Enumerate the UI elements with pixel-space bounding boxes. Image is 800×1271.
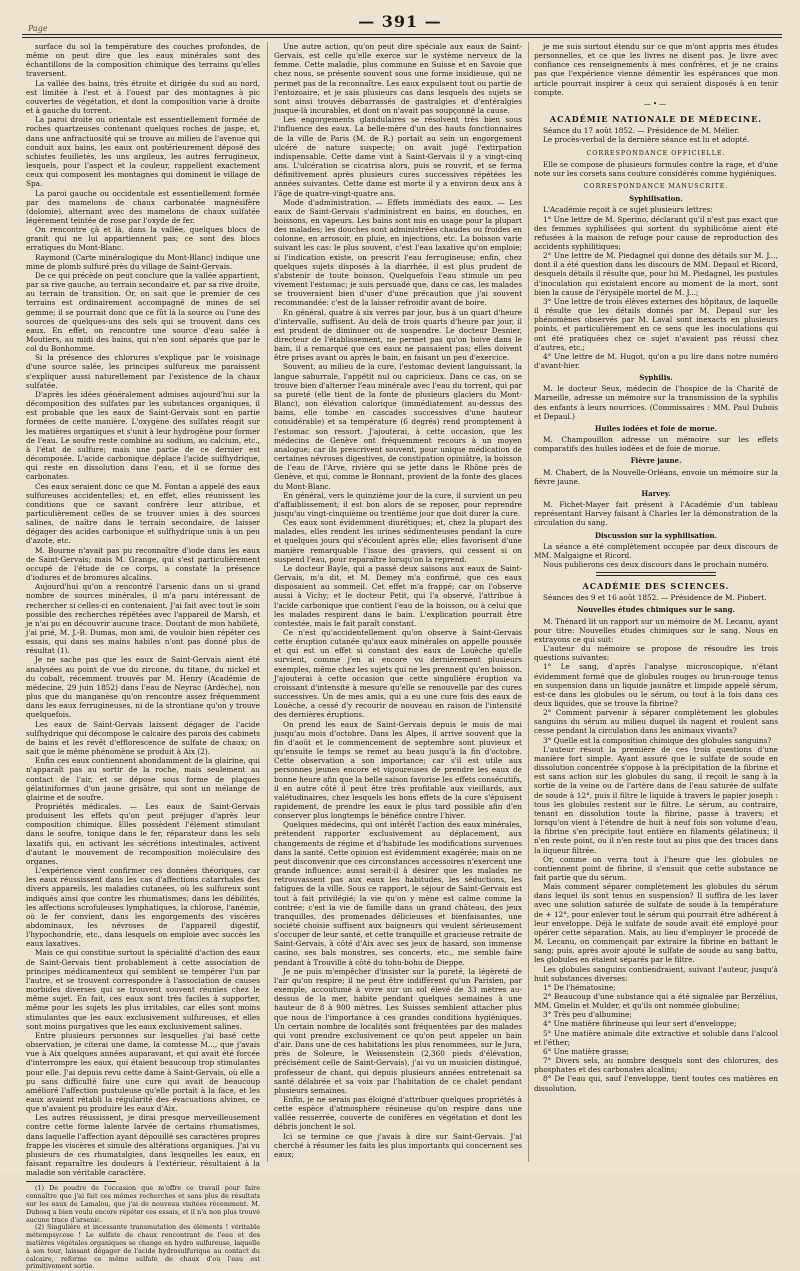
paragraph: Mais ce qui constitue surtout la spécialité d'action des eaux de Saint-Gervais tient probablement à cette association de principes médicamenteux qui semblent se tempérer l'un par l'autre, et se trouvent correspondre à l'association de causes morbides diverses qui se trouvent souvent réunies chez le même sujet. En fait, ces eaux sont très faciles à supporter, même pour les sujets les plus irritables, car elles sont moins stimulantes que les eaux exclusivement sulfureuses, et elles sont moins purgatives que les eaux exclusivement salines. xyxy=(26,948,260,1031)
paragraph: Si la présence des chlorures s'explique par le voisinage d'une source salée, les principes sulfureux me paraissent s'expliquer aussi naturellement par l'existence de la chaux sulfatée. xyxy=(26,353,260,390)
yellow-fever-heading: Fièvre jaune. xyxy=(630,456,682,466)
discussion-text xyxy=(534,542,778,569)
paragraph: Une autre action, qu'on peut dire spéciale aux eaux de Saint-Gervais, est celle qu'elle exerce sur le système nerveux de la femme. Cette maladie, plus commune en Suisse et en Savoie que chez nous, se présente souvent sous une forme insidieuse, qui ne permet pas de la reconnaître. Les eaux expulsent tout ou partie de l'entozoaire, et je sais plusieurs cas dans lesquels des sujets se sont ainsi trouvés débarrassés de gastralgies et d'entéralgies jusque-là incurables, et dont on n'avait pas soupçonné la cause. xyxy=(274,42,522,116)
paragraph: En général, vers le quinzième jour de la cure, il survient un peu d'affaiblissement; il est bon alors de se reposer, pour reprendre jusqu'au vingt-cinquième ou trentième jour que doit durer la cure. xyxy=(274,490,522,518)
syphilis-text: M. le docteur Seux, médecin de l'hospice de la Charité de Marseille, adresse un mémoire sur la transmission de la syphilis des enfants à leurs nourrices. (Commissaires : MM. Paul Dubois et Depaul.) xyxy=(534,384,778,421)
paragraph: Raymond (Carte minéralogique du Mont-Blanc) indique une mine de plomb sulfuré près du village de Saint-Gervais. xyxy=(26,252,260,271)
paragraph: La paroi droite ou orientale est essentiellement formée de roches quartzeuses contenant quelques roches de jaspe, et, dans une anfractuosité qui se trouve au milieu de l'avenue qui conduit aux bains, les eaux ont postérieurement déposé des schistes feuilletés, les uns argileux, les autres ferrugineux, lesquels, pour l'aspect et la couleur, rappellent exactement ceux qui composent les montagnes qui dominent le village de Spa. xyxy=(26,115,260,189)
paragraph: Souvent, au milieu de la cure, l'estomac devient languissant, la langue saburrale, l'appétit nul ou capricieux. Dans ce cas, on se trouve bien d'alterner l'eau minérale avec l'eau du torrent, qui par sa pureté (elle tient de la fonte de plusieurs glaciers du Mont-Blanc), son élévation calorique (immédiatement au-dessus des bains, elle tombe en cascades successives d'une hauteur considérable) et sa température (6 degrés) rend promptement à l'estomac son ressort. J'ajouterai, à cette occasion, que les médecins de Genève ont fréquemment recours à un moyen analogue; car ils prescrivent souvent, pour unique médication de certaines névroses digestives, de constipation opiniâtre, la boisson de l'eau de l'Arve, rivière qui se jette dans le Rhône près de Genève, et qui, comme le Bonnant, provient de la fonte des glaces du Mont-Blanc. xyxy=(274,362,522,491)
paragraph: Aujourd'hui qu'on a rencontré l'arsenic dans un si grand nombre de sources minérales, il m'a paru intéressant de rechercher si celles-ci en contenaient. J'ai fait avec tout le soin possible des recherches répétées avec l'appareil de Marsh, et je n'ai pu en découvrir aucune trace. Doutant de mon habileté, j'ai prié, M. J.-B. Dumas, mon ami, de vouloir bien répéter ces essais, qui dans ses mains habiles n'ont pas donné plus de résultat (1). xyxy=(26,582,260,656)
section-double-rule xyxy=(596,572,716,576)
paragraph: De ce qui précède on peut conclure que la vallée appartient, par sa rive gauche, au terrain secondaire et, par sa rive droite, au terrain de transition. Or, on sait que le premier de ces terrains est ordinairement accompagné de mines de sel gemme; il se pourrait donc que ce fût là la source ou l'une des sources de quelques-uns des sels qui se trouvent dans ces eaux. En effet, on rencontre une source d'eau salée à Moutiers, au midi des bains, qui n'en sont séparés que par le col du Bonhomme. xyxy=(26,270,260,354)
syphilis-heading: Syphilis. xyxy=(639,373,673,383)
paragraph: Ces eaux sont évidemment diurétiques; et, chez la plupart des malades, elles rendent les urines sédimenteuses pendant la cure et quelques jours qui s'écoulent après elle; elles favorisent d'une manière remarquable l'issue des graviers, qui cessent si on suspend l'eau, pour reparaître lorsqu'on la reprend. xyxy=(274,518,522,564)
paragraph: 7° Divers sels, au nombre desquels sont des chlorures, des phosphates et des carbonates alcalins; xyxy=(534,1056,778,1075)
paragraph: 2° Une lettre de M. Piedagnel qui donne des détails sur M. J..., dont il a été question dans les discours de MM. Depaul et Ricord, desquels détails il résulte que, pour lui M. Piedagnel, les pustules d'inoculation qui existaient encore au moment de la mort, sont bien la cause de l'érysipèle mortel de M. J...; xyxy=(534,251,778,297)
paragraph: (2) Singulière et incessante transmutation des éléments ! véritable métempsycose ! Le sulfate de chaux rencontrant de l'eau et des matières végétales organiques se change en hydro sulfureuse, laquelle à son tour, laissant dégager de l'acide hydrosulfurique au contact du calcaire, reforme ce même sulfate de chaux d'où l'eau est primitivement sortie. xyxy=(26,1223,260,1271)
paragraph: 2° Comment parvenir à séparer complètement les globules sanguins du sérum au milieu duquel ils nagent et roulent sans cesse pendant la circulation dans les animaux vivants? xyxy=(534,708,778,736)
paragraph: (1) De poudre de l'occasion que m'offre ce travail pour faire connaître que j'ai fait ces mêmes recherches et sans plus de résultats sur les eaux de Lamalou, que j'ai de nouveau visitées récemment. M. Dubosq a bien voulu encore répéter ces essais, et il n'a non plus trouvé aucune trace d'arsenic. xyxy=(26,1184,260,1224)
paragraph: 1° Une lettre de M. Sperino, déclarant qu'il n'est pas exact que des femmes syphilisées qui sortent du syphilicôme aient été refusées à la maison de refuge pour cause de reproduction des accidents syphilitiques; xyxy=(534,214,778,251)
paragraph: Je ne sache pas que les eaux de Saint-Gervais aient été analysées au point de vue du zircone, du titane, du nickel et du cobalt, récemment trouvés par M. Henry (Académie de médecine, 29 juin 1852) dans l'eau de Neyrac (Ardèche), non plus que du manganèse qu'on rencontre assez fréquemment dans les eaux ferrugineuses, ni de la strontiane qu'on y trouve quelquefois. xyxy=(26,655,260,720)
paragraph: Les globules sanguins contiendraient, suivant l'auteur, jusqu'à huit substances diverses: xyxy=(534,964,778,983)
header-rule xyxy=(22,34,782,35)
academy-sciences-title: ACADÉMIE DES SCIENCES. xyxy=(582,581,730,592)
paragraph: 1° Le sang, d'après l'analyse microscopique, n'étant évidemment formé que de globules rouges ou brun-rouge tenus en suspension dans un liquide jaunâtre et limpide appelé sérum, est-ce dans les globules ou le sérum, ou tout à la fois dans ces deux liquides, que se trouve la fibrine? xyxy=(534,662,778,708)
paragraph: Les eaux de Saint-Gervais laissent dégager de l'acide sulfhydrique qui décompose le calcaire des parois des cabinets de bains et les revêt d'efflorescence de sulfate de chaux; on sait que le même phénomène se produit à Aix (2). xyxy=(26,719,260,757)
paragraph: La paroi gauche ou occidentale est essentiellement formée par des mamelons de chaux carbonatée magnésifère (dolomie), alternant avec des mamelons de chaux sulfatée légèrement teintée de rose par l'oxyde de fer. xyxy=(26,188,260,225)
blood-studies-text xyxy=(534,617,778,1093)
harvey-text: M. Fichet-Mayer fait présent à l'Académie d'un tableau représentant Harvey faisant à Charles Ier la démonstration de la circulation du sang. xyxy=(534,500,778,528)
paragraph: 4° Une lettre de M. Hugot, qu'on a pu lire dans notre numéro d'avant-hier. xyxy=(534,351,778,370)
paragraph: 8° De l'eau qui, sauf l'enveloppe, tient toutes ces matières en dissolution. xyxy=(534,1074,778,1093)
paragraph: Le docteur Bayle, qui a passé deux saisons aux eaux de Saint-Gervais, m'a dit, et M. Demey m'a confirmé, que ces eaux disposaient au sommeil. Cet effet m'a frappé; car on l'observe aussi à Vichy; et le docteur Petit, qui l'a observé, l'attribue à l'acide carbonique que contient l'eau de la boisson, ou à celui que les malades respirent dans le bain. L'explication pourrait être contestée, mais le fait paraît constant. xyxy=(274,563,522,628)
paragraph: On prend les eaux de Saint-Gervais depuis le mois de mai jusqu'au mois d'octobre. Dans les Alpes, il arrive souvent que la fin d'août et le commencement de septembre sont pluvieux et qu'ensuite le temps se remet au beau jusqu'à la fin d'octobre. Cette observation a son importance; car s'il est utile aux personnes jeunes encore et vigoureuses de prendre les eaux de bonne heure afin que la belle saison favorise les effets consécutifs, il en autre côté il peut être très profitable aux vieillards, aux valétudinaires, chez lesquels les bons effets de la cure s'épuisent rapidement, de prendre les eaux le plus tard possible afin d'en conserver plus longtemps le bénéfice contre l'hiver. xyxy=(274,719,522,821)
paragraph: M. Thénard lit un rapport sur un mémoire de M. Lecanu, ayant pour titre: Nouvelles études chimiques sur le sang. Nous en extrayons ce qui suit: xyxy=(534,616,778,644)
iodized-oils-text: M. Champouillon adresse un mémoire sur les effets comparatifs des huiles iodées et de foie de morue. xyxy=(534,435,778,454)
academy-medicine-title: ACADÉMIE NATIONALE DE MÉDECINE. xyxy=(549,114,763,125)
paragraph: Mode d'administration. — Effets immédiats des eaux. — Les eaux de Saint-Gervais s'administrent en bains, en douches, en boissons, en vapeurs. Les bains sont mis en usage pour la plupart des malades; les douches sont administrées chaudes ou froides en colonne, en arrosoir, en pluie, en injections, etc. La boisson varie suivant les cas: le plus souvent, c'est l'eau laxative qu'on emploie; si l'indication existe, on prescrit l'eau ferrugineuse; enfin, chez quelques sujets disposés à la diarrhée, il est plus prudent de s'abstenir de toute boisson. Quelquefois l'eau stimule un peu vivement l'estomac; je suis persuadé que, dans ce cas, les malades se trouveraient bien d'user d'une précaution que j'ai souvent recommandée: c'est de la laisser refroidir avant de boire. xyxy=(274,197,522,308)
paragraph: Ce n'est qu'accidentellement qu'on observe à Saint-Gervais cette éruption cutanée qu'aux eaux minérales on appelle poussée et qui est un effet si constant des eaux de Louèche qu'elle survient, comme j'en ai encore vu dernièrement plusieurs exemples, même chez les sujets qui ne les prennent qu'en boisson. J'ajouterai à cette occasion que cette singulière éruption va croissant d'intensité à mesure qu'elle se renouvelle par des cures successives. Un de mes amis, qui a eu une cure fois des eaux de Louèche, a cessé d'y recourir de nouveau en raison de l'intensité des dernières éruptions. xyxy=(274,628,522,720)
paragraph: La séance a été complètement occupée par deux discours de MM. Malgaigne et Ricord. xyxy=(534,541,778,560)
column-divider xyxy=(528,42,529,1162)
paragraph: En général, quatre à six verres par jour, bus à un quart d'heure d'intervalle, suffisent. Au delà de trois quarts d'heure par jour, il est prudent de diminuer ou de suspendre. Le docteur Desnier, directeur de l'établissement, ne permet pas qu'on boive dans le bain, il a remarqué que ces eaux ne passaient pas; elles doivent être prises avant ou après le bain, en faisant un peu d'exercice. xyxy=(274,307,522,363)
academy-medicine-session: Séance du 17 août 1852. — Présidence de M. Mélier. xyxy=(543,126,740,136)
iodized-oils-heading: Huiles iodées et foie de morue. xyxy=(594,423,718,433)
paragraph: 1° De l'hématosine; xyxy=(543,982,616,992)
folio-tag: Page xyxy=(28,24,48,33)
paragraph: L'expérience vient confirmer ces données théoriques, car les eaux réussissent dans les cas d'affections catarrhales des divers appareils, les maladies cutanées, où les sulfureux sont indiqués ainsi que contre les rhumatismes; dans les débilités, les affections scrofuleuses lymphatiques, la chlorose, l'anémie, où le fer convient, dans les engorgements des viscères abdominaux, les névroses de l'appareil digestif, l'hypochondrie, etc., dans lesquels on emploie avec succès les eaux laxatives. xyxy=(26,866,260,949)
paragraph: On rencontre çà et là, dans la vallée, quelques blocs de granit qui ne lui appartiennent pas; ce sont des blocs erratiques du Mont-Blanc. xyxy=(26,225,260,253)
paragraph: 3° Très peu d'albumine; xyxy=(543,1010,632,1020)
paragraph: Entre plusieurs personnes sur lesquelles j'ai basé cette observation, je citerai une dame, la comtesse M..., que j'avais vue à Aix quelques années auparavant, et qui avait été forcée d'interrompre les eaux, qui étaient beaucoup trop stimulantes pour elle. J'ai depuis revu cette dame à Saint-Gervais, où elle a pu sans difficulté faire une cure qui avait de beaucoup amélioré l'affection pustuleuse qu'elle portait à la face, et les eaux avaient rétabli la régularité des évacuations alvines, ce que n'avaient pu produire les eaux d'Aix. xyxy=(26,1030,260,1114)
footnote-rule xyxy=(26,1181,116,1182)
paragraph: Propriétés médicales. — Les eaux de Saint-Gervais produisent les effets qu'on peut préjuger d'après leur composition chimique. Elles possèdent l'élément stimulant dans le soufre, tonique dans le fer, réparateur dans les sels laxatifs qui, en activant les sécrétions intestinales, activent d'autant le mouvement de recomposition moléculaire des organes. xyxy=(26,801,260,866)
official-correspondence-text: Elle se compose de plusieurs formules contre la rage, et d'une note sur les corsets sans couture considérés comme hygiéniques. xyxy=(534,159,778,178)
minutes-note: Le procès-verbal de la dernière séance est lu et adopté. xyxy=(543,135,750,145)
paragraph: Je ne puis m'empêcher d'insister sur la pureté, la légèreté de l'air qu'on respire; il ne peut être indifférent qu'un Parisien, par exemple, accoutumé à vivre sur un sol élevé de 33 mètres au-dessus de la mer, habite pendant quelques semaines à une hauteur de 8 à 900 mètres. Les Suisses semblent attacher plus que nous de l'importance à ces grandes conditions hygiéniques. Un certain nombre de localités sont fréquentées par des malades qui vont prendre exclusivement ce qu'on peut appeler un bain d'air. Dans une de ces habitations les plus renommées, sur le Jura, près de Soleure, le Weissenstein (2,360 pieds d'élévation, précisément celle de Saint-Gervais), j'ai vu un musicien distingué, professeur de chant, qui depuis plusieurs années entretenait sa santé délabrée et sa voix par l'habitation de ce chalet pendant plusieurs semaines. xyxy=(274,966,522,1095)
footnotes xyxy=(26,1185,260,1271)
paragraph: Mais comment séparer complètement les globules du sérum dans lequel ils sont tenus en suspension? Il suffira de les laver avec une solution saturée de sulfate de soude à la température de + 12°, pour enlever tout le sérum qui pourrait être adhérent à leur enveloppe. Déjà le sulfate de soude avait été employé pour opérer cette séparation. Mais, au lieu d'employer le procédé de M. Lecanu, on commençait par extraire la fibrine en battant le sang; puis, après avoir ajouté le sulfate de soude au sang battu, les globules en étaient séparés par le filtre. xyxy=(534,882,778,965)
paragraph: 5° Une matière animale dite extractive et soluble dans l'alcool et l'éther; xyxy=(534,1028,778,1047)
paragraph: surface du sol la température des couches profondes, de même on peut dire que les eaux minérales sont des échantillons de la composition chimique des terrains qu'elles traversent. xyxy=(26,42,260,79)
paragraph: D'après les idées généralement admises aujourd'hui sur la décomposition des sulfates par les substances organiques, il est probable que les eaux de Saint-Gervais sont en partie formées de cette manière. L'oxygène des sulfates réagit sur les matières organiques et s'unit à leur hydrogène pour former de l'eau. Le soufre reste combiné au sodium, au calcium, etc., à l'état de sulfure; mais une partie de ce dernier est décomposée. L'acide carbonique déplace l'acide sulfhydrique, qui reste en dissolution dans l'eau, et il se forme des carbonates. xyxy=(26,389,260,482)
paragraph: L'auteur du mémoire se propose de résoudre les trois questions suivantes: xyxy=(534,644,778,663)
paragraph: Ici se termine ce que j'avais à dire sur Saint-Gervais. J'ai cherché à résumer les faits les plus importants qui concernent ses eaux; xyxy=(274,1131,522,1159)
paragraph: M. Bourne n'avait pas pu reconnaître d'iode dans les eaux de Saint-Gervais; mais M. Grange, qui s'est particulièrement occupé de l'étude de ce corps, a constaté la présence d'iodures et de bromures alcalins. xyxy=(26,545,260,583)
paragraph: Quelques médecins, qui ont intérêt l'action des eaux minérales, prétendent rapporter exclusivement au déplacement, aux changements de régime et d'habitude les modifications survenues dans la santé. Cette opinion est évidemment exagérée; mais on ne peut disconvenir que ces circonstances accessoires n'exercent une grande influence: aussi serait-il à désirer que les malades ne retrouvassent pas aux eaux les habitudes, les séductions, les fatigues de la ville. Sous ce rapport, le séjour de Saint-Gervais est tout à fait privilégié; la vie qu'on y mène est calme comme la contrée; c'est la vie de famille dans un grand château, des jeux tranquilles, des promenades délicieuses et bienfaisantes, une société choisie suffisent aux baigneurs qui veulent sérieusement s'occuper de leur santé, et cette tranquille et gracieuse retraite de Saint-Gervais, à côté d'Aix avec ses jeux de hasard, son immense casino, ses bals monstres, ses concerts, etc., me semble faire pendant à Trouville à côté du tohu-bohu de Dieppe. xyxy=(274,820,522,967)
col1-paragraphs xyxy=(26,42,260,1177)
manuscript-correspondence-heading: CORRESPONDANCE MANUSCRITE. xyxy=(583,183,729,191)
paragraph: 3° Quelle est la composition chimique des globules sanguins? xyxy=(543,735,772,745)
paragraph: Or, comme on verra tout à l'heure que les globules ne contiennent point de fibrine, il s'ensuit que cette substance ne fait partie que du sérum. xyxy=(534,854,778,882)
paragraph: La vallée des bains, très étroite et dirigée du sud au nord, est limitée à l'est et à l'ouest par des montagnes à pic couvertes de végétation, et dont la composition varie à droite et à gauche du torrent. xyxy=(26,78,260,116)
paragraph: Enfin, je ne serais pas éloigné d'attribuer quelques propriétés à cette espèce d'atmosphère résineuse qu'on respire dans une vallée resserrée, couverte de conifères en végétation et dont les débris jonchent le sol. xyxy=(274,1094,522,1132)
col2-paragraphs xyxy=(274,42,522,1159)
column-left xyxy=(26,42,260,1271)
blood-studies-heading: Nouvelles études chimiques sur le sang. xyxy=(577,605,735,615)
paragraph: 4° Une matière fibrineuse qui leur sert d'enveloppe; xyxy=(543,1019,737,1029)
column-divider xyxy=(267,42,268,1162)
paragraph: Nous publierons ces deux discours dans le prochain numéro. xyxy=(543,559,769,569)
syphilisation-letters xyxy=(534,205,778,370)
paragraph: L'auteur résout la première de ces trois questions d'une manière fort simple. Ayant assuré que le sulfate de soude en dissolution concentrée s'oppose à la précipitation de la fibrine et est sans action sur les globules du sang, il reçoit le sang à la sortie de la veine ou de l'artère dans de l'eau saturée de sulfate de soude à 12°, puis il filtre le liquide à travers le papier joseph : tous les globules restent sur le filtre. Le sérum, au contraire, tenant en dissolution toute la fibrine, passe à travers; et lorsqu'on vient à l'étendre de huit à neuf fois son volume d'eau, la fibrine s'en précipite tout entière en filaments gélatineux; il n'en reste point, ou il n'en reste tout au plus que des traces dans la liqueur filtrée. xyxy=(534,744,778,855)
column-middle xyxy=(274,42,522,1162)
page-number: — 391 — xyxy=(358,12,442,31)
academy-sciences-session: Séances des 9 et 16 août 1852. — Présidence de M. Piobert. xyxy=(543,593,767,603)
paragraph: Enfin ces eaux contiennent abondamment de la glairine, qui n'apparaît pas au sortir de la roche, mais seulement au contact de l'air, et se dépose sous forme de plaques gélatiniformes d'un jaune grisâtre, qui sont un mélange de glairine et de soufre. xyxy=(26,756,260,802)
paragraph: 6° Une matière grasse; xyxy=(543,1046,629,1056)
paragraph: L'Académie reçoit à ce sujet plusieurs lettres: xyxy=(543,205,713,215)
paragraph: 2° Beaucoup d'une substance qui a été signalée par Berzélius, MM. Gmelin et Mulder, et qu'ils ont nommée globuline; xyxy=(534,992,778,1011)
paragraph: Les autres réussissent, je dirai presque merveilleusement contre cette forme lalente larvée de certains rhumatismes, dans laquelle l'affection ayant dépouillé ses caractères propres frappe les viscères et simule des altérations organiques. J'ai vu plusieurs de ces rhumatalgies, dans lesquelles les eaux, en faisant reparaître les douleurs à l'extérieur, résultaient à la maladie son véritable caractère. xyxy=(26,1113,260,1178)
paragraph: Ces eaux seraient donc ce que M. Fontan a appelé des eaux sulfureuses accidentelles; et, en effet, elles réunissent les conditions que ce savant confrère leur attribue, et particulièrement celles de se trouver unies à des sources salines, de naître dans le terrain secondaire, de laisser dégager des acides carbonique et sulfhydrique unis à un peu d'azote, etc. xyxy=(26,481,260,546)
yellow-fever-text: M. Chabert, de la Nouvelle-Orléans, envoie un mémoire sur la fièvre jaune. xyxy=(534,467,778,486)
column-right xyxy=(534,42,778,1162)
section-ornament: —•— xyxy=(643,99,669,108)
harvey-heading: Harvey. xyxy=(641,488,671,498)
syphilisation-heading: Syphilisation. xyxy=(629,194,683,204)
official-correspondence-heading: CORRESPONDANCE OFFICIELLE. xyxy=(586,149,726,157)
discussion-heading: Discussion sur la syphilisation. xyxy=(594,530,718,540)
article-conclusion: je me suis surtout étendu sur ce que m'ont appris mes études personnelles, et ce que les livres ne disent pas. Je livre avec confiance ces renseignements à mes confrères, et je ne crains pas que l'expérience vienne démentir les espérances que mon article pourrait inspirer à ceux qui seraient disposés à en tenir compte. xyxy=(534,42,778,97)
paragraph: Les engorgements glandulaires se résolvent très bien sous l'influence des eaux. La belle-mère d'un des hauts fonctionnaires de la ville de Paris (M. de R.) portait au sein un engorgement ulcéré de nature suspecte; on avait jugé l'extirpation indispensable. Cette dame vint à Saint-Gervais il y a vingt-cinq ans. L'ulcération se cicatrisa alors, puis se rouvrit, et se ferma définitivement après plusieurs cures successives répétées les années suivantes. Cette dame est morte il y a environ deux ans à l'âge de quatre-vingt-quatre ans. xyxy=(274,115,522,198)
paragraph: 3° Une lettre de trois élèves externes des hôpitaux, de laquelle il résulte que les détails donnés par M. Depaul sur les phénomènes observés par M. Laval sont inexacts en plusieurs points, et particulièrement en ce sens que les inoculations qui ont été pratiquées chez ce sujet n'avaient pas réussi chez d'autres, etc.; xyxy=(534,296,778,352)
header-rule-secondary xyxy=(22,37,782,38)
